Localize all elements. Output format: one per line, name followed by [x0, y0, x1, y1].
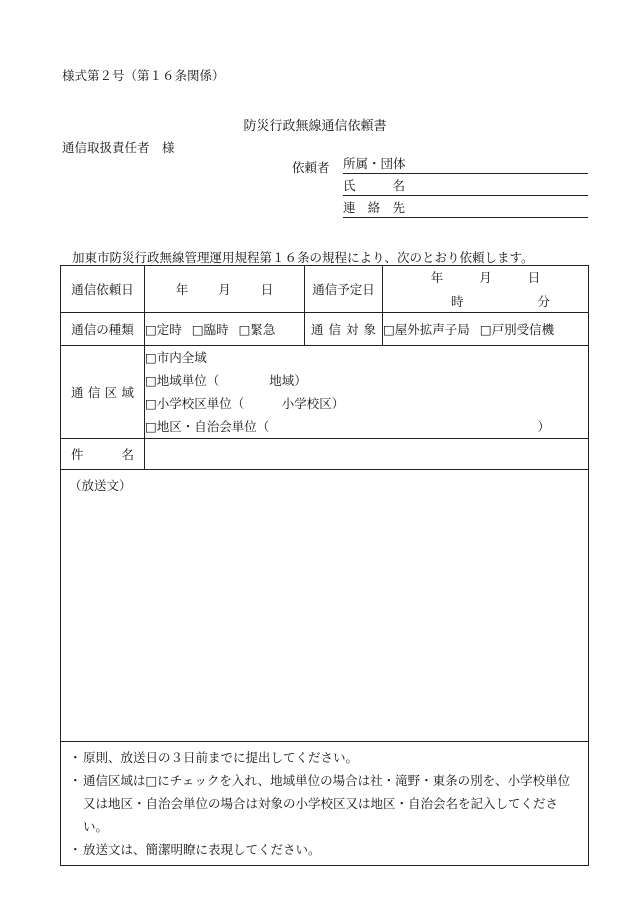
target-option-outdoor-speaker[interactable]: □屋外拡声子局 — [383, 322, 470, 337]
type-label: 通信の種類 — [61, 313, 145, 346]
affiliation-label: 所属・団体 — [343, 156, 406, 171]
request-date-field[interactable]: 年 月 日 — [145, 266, 305, 313]
area-option-community[interactable]: □地区・自治会単位（ ） — [145, 419, 550, 434]
request-date-label: 通信依頼日 — [61, 266, 145, 313]
area-options — [145, 346, 589, 439]
area-option-school-zone[interactable]: □小学校区単位（ 小学校区） — [145, 396, 345, 411]
target-option-household-receiver[interactable]: □戸別受信機 — [479, 322, 555, 337]
note-item: ・ 通信区域は□にチェックを入れ、地域単位の場合は社・滝野・東条の別を、小学校単位 — [69, 773, 571, 788]
intro-text: 加東市防災行政無線管理運用規程第１６条の規程により、次のとおり依頼します。 — [72, 250, 534, 265]
contact-field[interactable] — [343, 199, 588, 218]
area-option-district[interactable]: □地域単位（ 地域） — [145, 373, 307, 388]
addressee: 通信取扱責任者 様 — [62, 140, 175, 155]
request-form-table — [60, 265, 589, 866]
type-option-temporary[interactable]: □臨時 — [191, 322, 229, 337]
note-item: ・ 原則、放送日の３日前までに提出してください。 — [69, 750, 359, 765]
contact-label: 連 絡 先 — [343, 200, 405, 215]
scheduled-date-field[interactable]: 年 月 日 時 分 — [383, 266, 589, 313]
name-field[interactable] — [343, 177, 588, 196]
scheduled-date-label: 通信予定日 — [305, 266, 383, 313]
target-label: 通 信 対 象 — [305, 313, 383, 346]
target-options — [383, 313, 589, 346]
subject-label: 件 名 — [61, 439, 145, 470]
requester-label: 依頼者 — [292, 160, 330, 175]
area-option-city-wide[interactable]: □市内全域 — [145, 350, 207, 365]
note-item: ・ 放送文は、簡潔明瞭に表現してください。 — [69, 842, 321, 857]
type-option-regular[interactable]: □定時 — [145, 322, 182, 337]
affiliation-field[interactable] — [343, 155, 588, 174]
name-label: 氏 名 — [343, 178, 405, 193]
type-option-emergency[interactable]: □緊急 — [238, 322, 276, 337]
area-label: 通 信 区 域 — [61, 346, 145, 439]
form-number: 様式第２号（第１６条関係） — [62, 68, 225, 83]
subject-field[interactable] — [145, 439, 589, 470]
broadcast-text-field[interactable] — [61, 470, 589, 742]
notes-section — [61, 742, 589, 866]
document-title: 防災行政無線通信依頼書 — [243, 119, 387, 134]
note-item: 又は地区・自治会単位の場合は対象の小学校区又は地区・自治会名を記入してください。 — [83, 796, 559, 834]
broadcast-text-label: （放送文） — [69, 478, 132, 493]
type-options — [145, 313, 305, 346]
